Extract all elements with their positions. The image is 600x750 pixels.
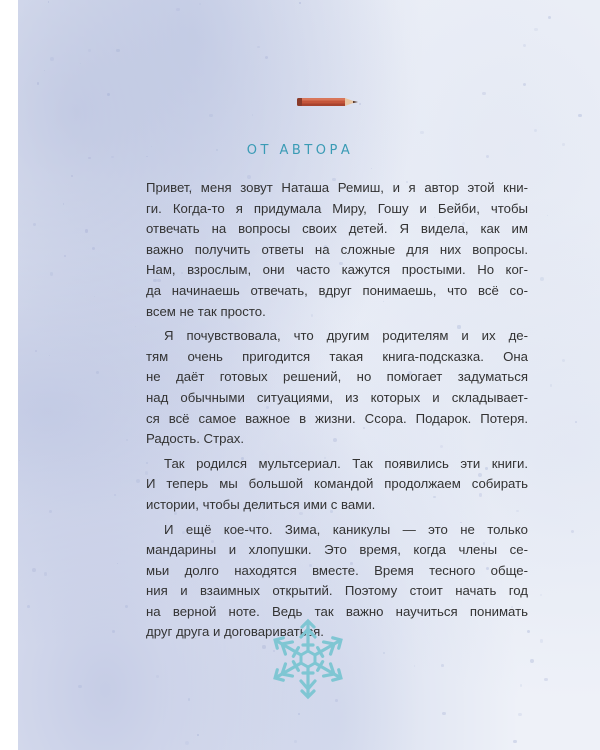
text-line: Привет, меня зовут Наташа Ремиш, и я автор этой кни- <box>146 180 528 195</box>
text-line: мьи долго находятся вместе. Время тесного обще- <box>146 562 528 578</box>
section-heading: ОТ АВТОРА <box>246 143 354 158</box>
text-line: Нам, взрослым, они часто кажутся простыми. Но ког- <box>146 262 528 278</box>
text-line: над обычными ситуациями, из которых и складывает- <box>146 389 528 405</box>
article-body <box>146 178 528 647</box>
text-line: Я почувствовала, что другим родителям и их де- <box>164 328 528 344</box>
pencil-icon <box>296 95 362 109</box>
text-line: да начинаешь отвечать, вдруг понимаешь, что всё со- <box>146 282 528 298</box>
text-line: мандарины и хлопушки. Это время, когда члены се- <box>146 542 528 558</box>
paragraph <box>146 454 528 516</box>
text-line: И теперь мы большой командой продолжаем собирать <box>146 476 528 492</box>
text-line: отвечать на вопросы своих детей. Я видела, как им <box>146 221 528 237</box>
paragraph <box>146 178 528 322</box>
text-line: важно получить ответы на сложные для них вопросы. <box>146 241 528 257</box>
text-line: на верной ноте. Ведь так важно научиться понимать <box>146 603 528 619</box>
text-line: ния и взаимных открытий. Поэтому стоит начать год <box>146 583 528 599</box>
text-line: Так родился мультсериал. Так появились эти книги. <box>164 455 528 471</box>
book-page <box>18 0 600 750</box>
snowflake-icon <box>266 617 350 701</box>
text-line: друг друга и договариваться. <box>146 624 324 640</box>
text-line: Радость. Страх. <box>146 431 245 447</box>
text-line: не даёт готовых решений, но помогает задуматься <box>146 369 528 385</box>
text-line: тям очень пригодится такая книга-подсказка. Она <box>146 348 528 364</box>
text-line: истории, чтобы делиться ими с вами. <box>146 496 376 512</box>
text-line: ги. Когда-то я придумала Миру, Гошу и Бейби, чтобы <box>146 200 528 216</box>
text-line: ся всё самое важное в жизни. Ссора. Подарок. Потеря. <box>146 410 528 426</box>
text-line: И ещё кое-что. Зима, каникулы — это не только <box>164 521 528 537</box>
text-line: всем не так просто. <box>146 303 266 319</box>
paragraph <box>146 326 528 450</box>
